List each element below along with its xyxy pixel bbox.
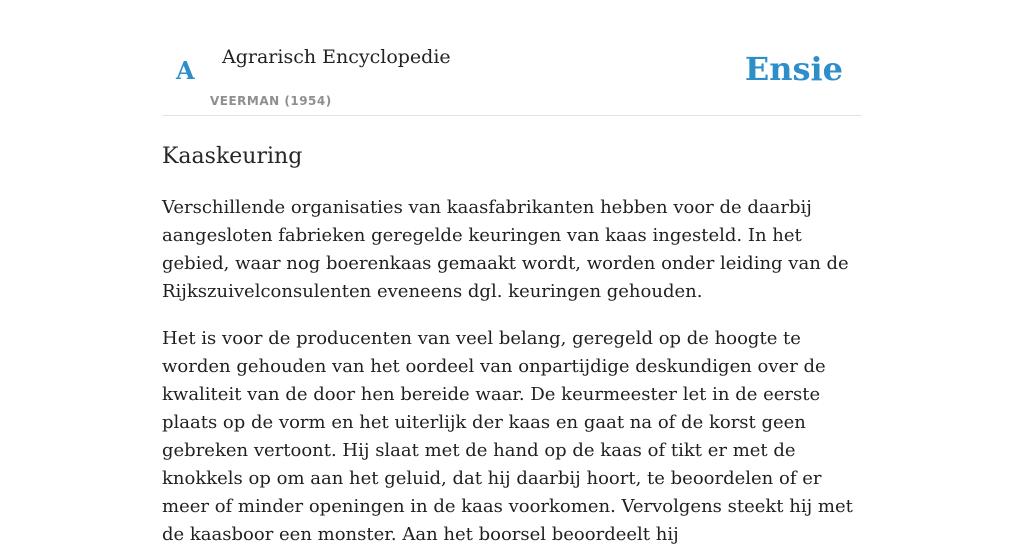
article-paragraph-2: Het is voor de producenten van veel belang, geregeld op de hoogte te worden gehouden van het oordeel van onpartijdige deskundigen over de kwaliteit van de door hen bereide waar. De keurmeester let in de eerste plaats op de vorm en het uiterlijk der kaas en gaat na of de korst geen gebreken vertoont. Hij slaat met de hand op de kaas of tikt er met de knokkels op om aan het geluid, dat hij daarbij hoort, te beoordelen of er meer of minder openingen in de kaas voorkomen. Vervolgens steekt hij met de kaasboor een monster. Aan het boorsel beoordeelt hij	[162, 328, 853, 545]
header	[162, 0, 862, 116]
ensie-brand-link[interactable]: Ensie	[744, 50, 843, 88]
article-paragraph-1: Verschillende organisaties van kaasfabrikanten hebben voor de daarbij aangesloten fabrieken geregelde keuringen van kaas ingesteld. In het gebied, waar nog boerenkaas gemaakt wordt, worden onder leiding van de Rijkszuivelconsulenten eveneens dgl. keuringen gehouden.	[162, 197, 849, 302]
article	[162, 142, 862, 549]
page	[162, 0, 862, 549]
book-title: Agrarisch Encyclopedie	[222, 46, 451, 68]
book-author-year: VEERMAN (1954)	[210, 94, 332, 108]
encyclopedia-logo-link[interactable]: A	[176, 56, 195, 85]
article-title: Kaaskeuring	[162, 144, 303, 169]
